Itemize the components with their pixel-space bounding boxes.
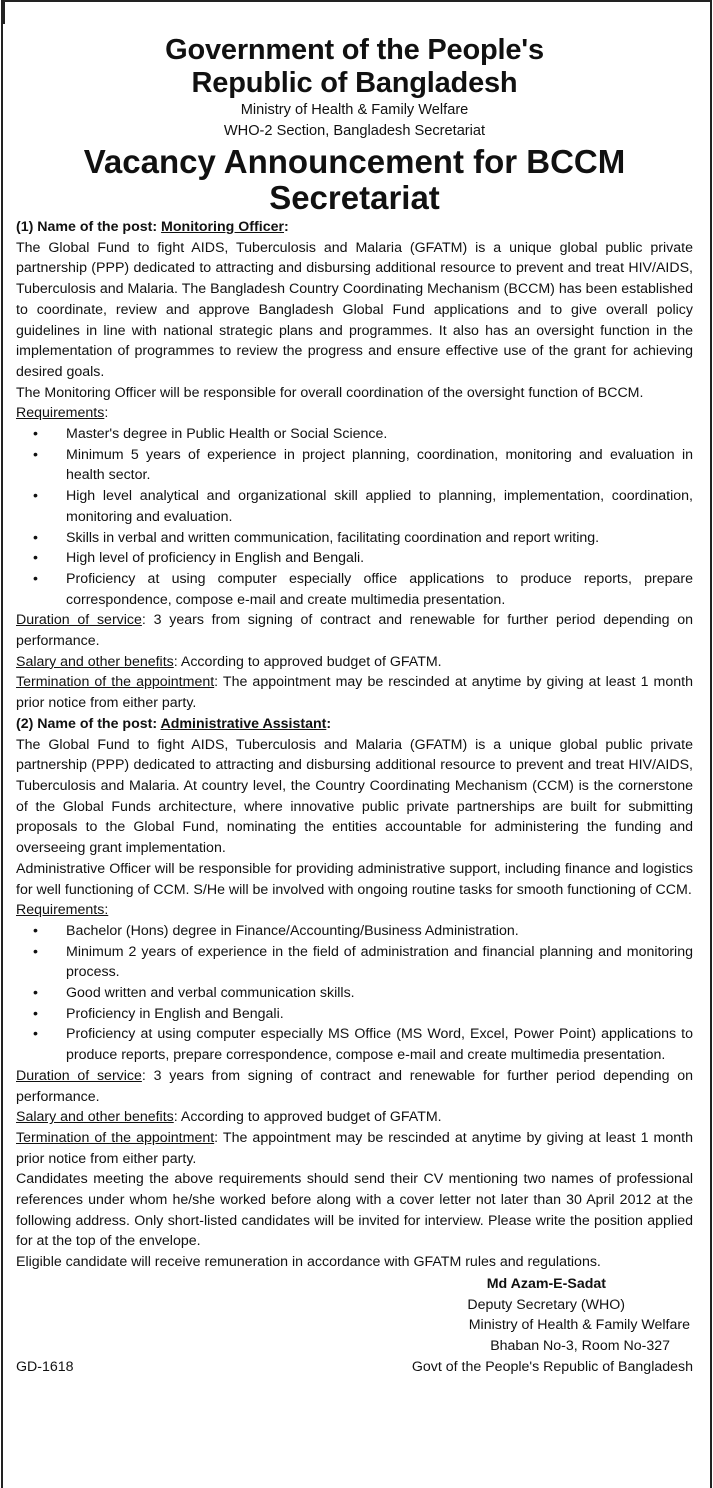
requirements-suffix: :: [104, 405, 109, 422]
bullet: •: [33, 550, 38, 567]
post-1-salary: [16, 652, 693, 673]
border-strip: [3, 2, 5, 24]
list-item: [16, 1024, 693, 1065]
list-item: [16, 445, 693, 486]
bullet: •: [33, 446, 38, 463]
footer-row: [16, 1357, 693, 1378]
requirement-text: Skills in verbal and written communication, facilitating coordination and report writing.: [66, 529, 600, 546]
requirement-text: Good written and verbal communication skills.: [66, 985, 355, 1002]
post-2-heading: [16, 714, 693, 735]
list-item: [16, 983, 693, 1004]
post-2-requirements-label: [16, 900, 693, 921]
list-item: [16, 942, 693, 983]
post-2-requirements-list: [16, 921, 693, 1066]
announcement-title-line1: Vacancy Announcement for BCCM: [83, 143, 626, 180]
post-1-section: [16, 217, 693, 714]
list-item: [16, 548, 693, 569]
bullet: •: [33, 1026, 38, 1043]
salary-text: : According to approved budget of GFATM.: [173, 1109, 442, 1126]
salary-text: : According to approved budget of GFATM.: [173, 653, 442, 670]
advertisement-content: [16, 34, 693, 1377]
post-2-heading-suffix: :: [326, 715, 332, 732]
bullet: •: [33, 943, 38, 960]
termination-label: Termination of the appointment: [16, 1129, 215, 1146]
post-1-responsibility: The Monitoring Officer will be responsible for overall coordination of the oversight function of BCCM.: [16, 384, 644, 401]
requirements-label: Requirements: [16, 405, 105, 422]
post-2-heading-prefix: (2) Name of the post:: [16, 715, 161, 732]
termination-text: : The appointment may be rescinded at anytime by giving at least 1 month prior notice from either party.: [16, 674, 693, 712]
duration-text: : 3 years from signing of contract and renewable for further period depending on performance.: [16, 612, 694, 650]
post-1-requirements-label: [16, 403, 693, 424]
termination-text: : The appointment may be rescinded at anytime by giving at least 1 month prior notice from either party.: [16, 1129, 693, 1167]
post-2-salary: [16, 1107, 693, 1128]
post-2-duration: [16, 1066, 693, 1107]
post-1-heading-prefix: (1) Name of the post:: [16, 219, 162, 235]
announcement-title: [16, 144, 693, 216]
announcement-title-line2: Secretariat: [269, 179, 440, 216]
duration-text: : 3 years from signing of contract and renewable for further period depending on performance.: [16, 1067, 694, 1105]
requirement-text: Bachelor (Hons) degree in Finance/Accounting/Business Administration.: [66, 922, 519, 939]
requirement-text: Master's degree in Public Health or Social Science.: [66, 426, 388, 443]
header: [16, 34, 693, 216]
post-2-title: Administrative Assistant: [160, 715, 327, 732]
list-item: [16, 424, 693, 445]
salary-label: Salary and other benefits: [16, 653, 174, 670]
list-item: [16, 486, 693, 527]
post-2-section: [16, 714, 693, 1169]
list-item: [16, 569, 693, 610]
signatory-ministry: Ministry of Health & Family Welfare: [468, 1317, 690, 1334]
application-instructions: Candidates meeting the above requirements should send their CV mentioning two names of professional references under whom he/she worked before along with a cover letter not later than 30 April 2012 at the following address. Only short-listed candidates will be invited for interview. Please write the position applied for at the top of the envelope.: [16, 1171, 693, 1250]
bullet: •: [33, 1005, 38, 1022]
post-1-heading: [16, 217, 693, 238]
post-1-duration: [16, 610, 693, 651]
section-name: WHO-2 Section, Bangladesh Secretariat: [223, 122, 486, 139]
post-1-intro: The Global Fund to fight AIDS, Tuberculosis and Malaria (GFATM) is a unique global public private partnership (PPP) dedicated to attracting and disbursing additional resource to prevent and treat HIV/AIDS, Tuberculosis and Malaria. The Bangladesh Country Coordinating Mechanism (BCCM) has been established to coordinate, review and approve Bangladesh Global Fund applications and to give overall policy guidelines in line with national strategic plans and programmes. It also has an oversight function in the implementation of programmes to review the progress and ensure effective use of the grant for achieving desired goals.: [16, 239, 693, 380]
requirement-text: Proficiency in English and Bengali.: [66, 1005, 284, 1022]
bullet: •: [33, 985, 38, 1002]
signatory-designation: Deputy Secretary (WHO): [467, 1296, 625, 1313]
government-title-line2: Republic of Bangladesh: [191, 67, 518, 99]
post-2-termination: [16, 1128, 693, 1169]
requirement-text: High level of proficiency in English and Bengali.: [66, 550, 365, 567]
post-1-termination: [16, 672, 693, 713]
requirement-text: Proficiency at using computer especially office applications to produce reports, prepare correspondence, compose e-mail and create multimedia presentation.: [66, 570, 693, 608]
salary-label: Salary and other benefits: [16, 1109, 174, 1126]
bullet: •: [33, 488, 38, 505]
requirement-text: Proficiency at using computer especially MS Office (MS Word, Excel, Power Point) applications to produce reports, prepare correspondence, compose e-mail and create multimedia presentation.: [66, 1026, 693, 1064]
bullet: •: [33, 922, 38, 939]
post-1-heading-suffix: :: [284, 219, 289, 235]
signatory-address: Bhaban No-3, Room No-327: [490, 1337, 670, 1354]
bullet: •: [33, 426, 38, 443]
signatory-name: Md Azam-E-Sadat: [486, 1275, 606, 1292]
government-title-line1: Government of the People's: [165, 34, 544, 66]
remuneration-note: Eligible candidate will receive remuneration in accordance with GFATM rules and regulations.: [16, 1254, 601, 1271]
list-item: [16, 921, 693, 942]
termination-label: Termination of the appointment: [16, 674, 215, 691]
requirement-text: Minimum 5 years of experience in project planning, coordination, monitoring and evaluation in health sector.: [66, 446, 693, 484]
duration-label: Duration of service: [16, 1067, 142, 1084]
post-2-intro: The Global Fund to fight AIDS, Tuberculosis and Malaria (GFATM) is a unique global public private partnership (PPP) dedicated to attracting and disbursing additional resource to prevent and treat HIV/AIDS, Tuberculosis and Malaria. At country level, the Country Coordinating Mechanism (CCM) is the cornerstone of the Global Funds architecture, where innovative public private partnerships are built for submitting proposals to the Global Fund, nominating the entities accountable for administering the funding and overseeing grant implementation.: [16, 736, 693, 857]
list-item: [16, 528, 693, 549]
post-2-responsibility: Administrative Officer will be responsible for providing administrative support, including finance and logistics for well functioning of CCM. S/He will be involved with ongoing routine tasks for smooth functioning of CCM.: [16, 860, 693, 898]
requirement-text: Minimum 2 years of experience in the field of administration and financial planning and monitoring process.: [66, 943, 693, 981]
requirements-label: Requirements:: [16, 902, 109, 919]
post-1-requirements-list: [16, 424, 693, 610]
ad-code: GD-1618: [16, 1358, 74, 1375]
ministry-name: Ministry of Health & Family Welfare: [240, 102, 469, 118]
signatory-government: Govt of the People's Republic of Bangladesh: [411, 1358, 693, 1375]
bullet: •: [33, 570, 38, 587]
signature-block: [16, 1274, 693, 1378]
advertisement-page: [1, 0, 712, 1488]
bullet: •: [33, 529, 38, 546]
duration-label: Duration of service: [16, 612, 142, 629]
list-item: [16, 1004, 693, 1025]
requirement-text: High level analytical and organizational skill applied to planning, implementation, coordination, monitoring and evaluation.: [66, 488, 693, 525]
post-1-title: Monitoring Officer: [161, 219, 284, 235]
